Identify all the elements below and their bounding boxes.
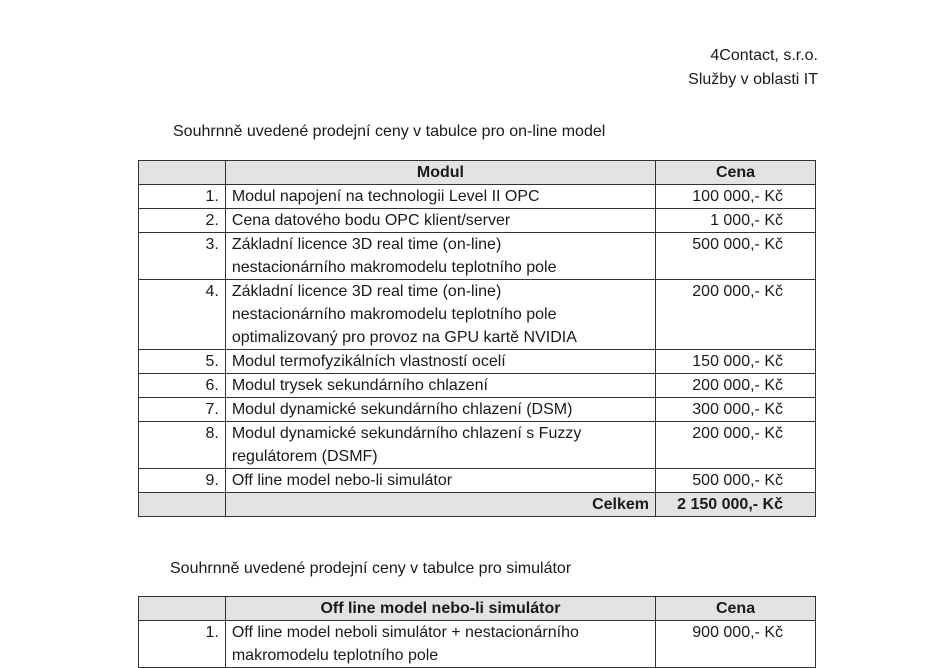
row-description: Modul napojení na technologii Level II OPC: [225, 185, 655, 209]
row-description: Cena datového bodu OPC klient/server: [225, 209, 655, 233]
table-row: [139, 350, 816, 374]
company-subtitle: Služby v oblasti IT: [688, 71, 818, 88]
row-price: 200 000,- Kč: [656, 422, 816, 469]
company-name: 4Contact, s.r.o.: [710, 47, 818, 64]
table-row: [139, 280, 816, 350]
row-price: 200 000,- Kč: [656, 374, 816, 398]
row-description: Modul dynamické sekundárního chlazení (DSM): [225, 398, 655, 422]
row-number: 2.: [139, 209, 226, 233]
total-label: Celkem: [225, 493, 655, 517]
header-price: Cena: [656, 597, 816, 621]
row-description: Modul dynamické sekundárního chlazení s Fuzzy regulátorem (DSMF): [225, 422, 655, 469]
table-row: [139, 374, 816, 398]
row-number: 7.: [139, 398, 226, 422]
row-number: 6.: [139, 374, 226, 398]
row-number: 1.: [139, 621, 226, 668]
row-number: 9.: [139, 469, 226, 493]
table-row: [139, 209, 816, 233]
row-description: Modul termofyzikálních vlastností ocelí: [225, 350, 655, 374]
row-price: 500 000,- Kč: [656, 233, 816, 280]
company-header: [688, 44, 818, 92]
table-row: [139, 233, 816, 280]
row-description: Off line model neboli simulátor + nestacionárního makromodelu teplotního pole: [225, 621, 655, 668]
row-number: 1.: [139, 185, 226, 209]
row-price: 1 000,- Kč: [656, 209, 816, 233]
row-description: Základní licence 3D real time (on-line) nestacionárního makromodelu teplotního pole optimalizovaný pro provoz na GPU kartě NVIDIA: [225, 280, 655, 350]
table-row: [139, 185, 816, 209]
table-header-row: [139, 597, 816, 621]
row-number: 8.: [139, 422, 226, 469]
total-value: 2 150 000,- Kč: [656, 493, 816, 517]
table-header-row: [139, 161, 816, 185]
row-price: 200 000,- Kč: [656, 280, 816, 350]
row-price: 900 000,- Kč: [656, 621, 816, 668]
row-price: 100 000,- Kč: [656, 185, 816, 209]
online-model-price-table: [138, 160, 816, 517]
header-number: [139, 161, 226, 185]
table-row: [139, 469, 816, 493]
section1-heading: Souhrnně uvedené prodejní ceny v tabulce pro on-line model: [173, 123, 606, 140]
header-module: Modul: [225, 161, 655, 185]
section2-heading: Souhrnně uvedené prodejní ceny v tabulce pro simulátor: [170, 560, 572, 577]
table-body: [139, 185, 816, 493]
table-body: [139, 621, 816, 668]
header-module: Off line model nebo-li simulátor: [225, 597, 655, 621]
simulator-price-table: [138, 596, 816, 668]
header-price: Cena: [656, 161, 816, 185]
table-row: [139, 621, 816, 668]
row-number: 3.: [139, 233, 226, 280]
row-description: Modul trysek sekundárního chlazení: [225, 374, 655, 398]
total-row: [139, 493, 816, 517]
row-price: 300 000,- Kč: [656, 398, 816, 422]
table-row: [139, 422, 816, 469]
total-empty-cell: [139, 493, 226, 517]
row-description: Základní licence 3D real time (on-line) nestacionárního makromodelu teplotního pole: [225, 233, 655, 280]
row-number: 4.: [139, 280, 226, 350]
row-price: 150 000,- Kč: [656, 350, 816, 374]
table-row: [139, 398, 816, 422]
header-number: [139, 597, 226, 621]
row-price: 500 000,- Kč: [656, 469, 816, 493]
row-number: 5.: [139, 350, 226, 374]
row-description: Off line model nebo-li simulátor: [225, 469, 655, 493]
